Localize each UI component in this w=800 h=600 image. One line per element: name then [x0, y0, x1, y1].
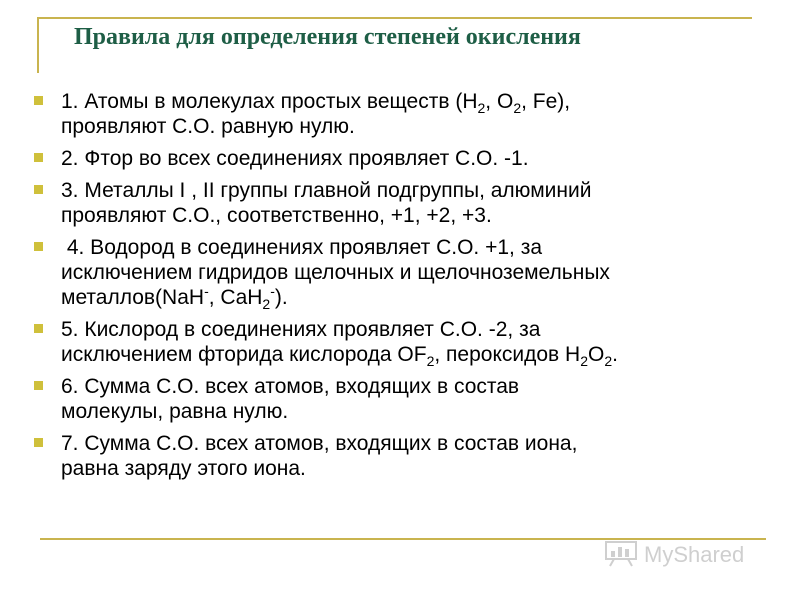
list-item [30, 317, 780, 370]
watermark-text: MyShared [644, 542, 745, 567]
item-line: исключением фторида кислорода $OF_2$, пероксидов $H_2O_2$. [61, 343, 618, 370]
square-bullet-icon [34, 185, 43, 194]
list-item [30, 178, 780, 228]
square-bullet-icon [34, 96, 43, 105]
top-divider [37, 17, 752, 19]
item-line: 6. Сумма С.О. всех атомов, входящих в состав [61, 375, 520, 398]
list-item [30, 89, 780, 139]
rules-list [30, 89, 780, 488]
item-line: 5. Кислород в соединениях проявляет С.О. -2, за [61, 318, 541, 341]
square-bullet-icon [34, 324, 43, 333]
slide-title: Правила для определения степеней окисления [74, 24, 581, 50]
list-item [30, 146, 780, 171]
presentation-board-icon [604, 539, 638, 572]
item-line: исключением гидридов щелочных и щелочноземельных [61, 261, 610, 284]
item-line: 2. Фтор во всех соединениях проявляет С.О. -1. [61, 147, 529, 170]
square-bullet-icon [34, 242, 43, 251]
left-accent-line [37, 17, 39, 73]
watermark [604, 541, 744, 569]
item-line: молекулы, равна нулю. [61, 400, 289, 423]
item-line: 3. Металлы I , II группы главной подгруппы, алюминий [61, 179, 592, 202]
item-line: 1. Атомы в молекулах простых веществ ($H_2$, $O_2$, Fe), [61, 90, 571, 117]
square-bullet-icon [34, 381, 43, 390]
square-bullet-icon [34, 438, 43, 447]
list-item [30, 235, 780, 313]
item-line: равна заряду этого иона. [61, 457, 306, 480]
item-line: 7. Сумма С.О. всех атомов, входящих в состав иона, [61, 432, 578, 455]
bottom-divider [40, 538, 766, 540]
list-item [30, 431, 780, 481]
item-line: проявляют С.О. равную нулю. [61, 115, 355, 138]
item-line: металлов(NaH-, CaH$_2$-). [61, 283, 288, 313]
square-bullet-icon [34, 153, 43, 162]
list-item [30, 374, 780, 424]
item-line: 4. Водород в соединениях проявляет С.О. +1, за [61, 236, 543, 259]
item-line: проявляют С.О., соответственно, +1, +2, +3. [61, 204, 492, 227]
